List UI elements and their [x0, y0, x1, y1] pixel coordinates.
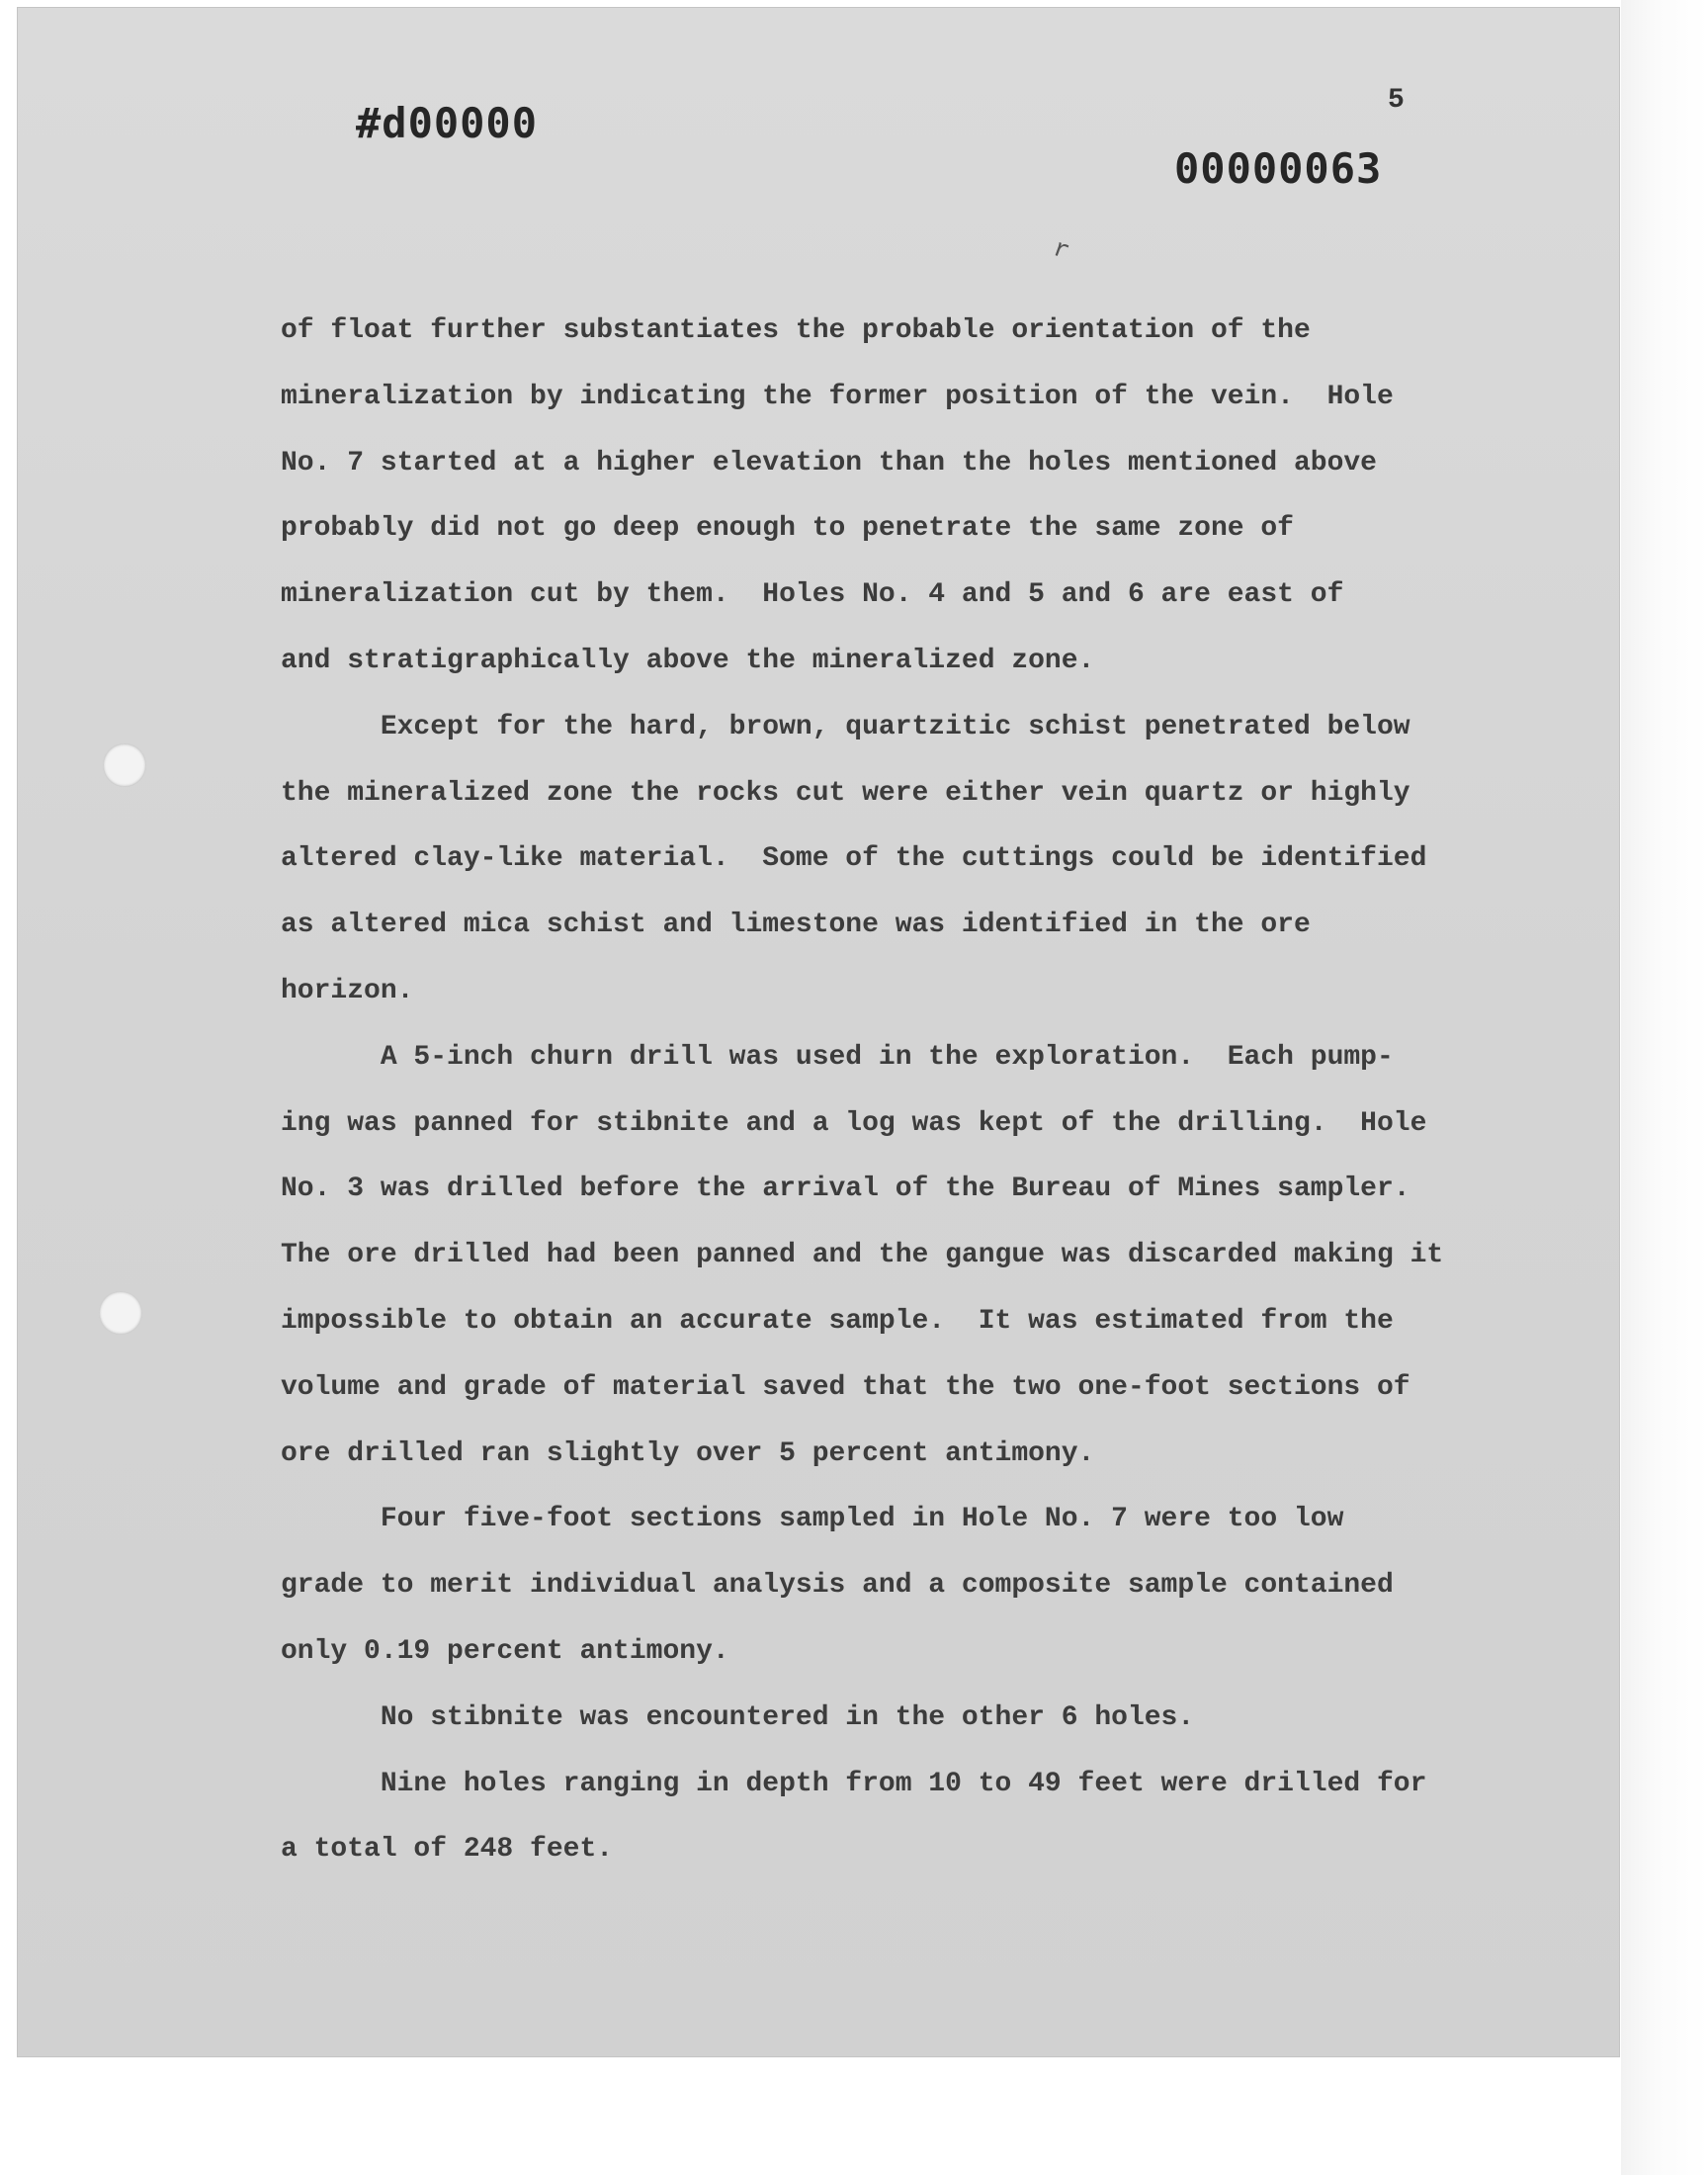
text-line: No. 3 was drilled before the arrival of the Bureau of Mines sampler.	[281, 1174, 1410, 1205]
text-line: A 5-inch churn drill was used in the exploration. Each pump-	[281, 1041, 1394, 1073]
page-number: 5	[1388, 85, 1405, 116]
text-line: volume and grade of material saved that the two one-foot sections of	[281, 1371, 1410, 1403]
text-line: probably did not go deep enough to penetrate the same zone of	[281, 513, 1294, 545]
body-text	[281, 299, 1447, 1883]
text-line: only 0.19 percent antimony.	[281, 1635, 729, 1667]
text-line: altered clay-like material. Some of the cuttings could be identified	[281, 843, 1427, 875]
text-line: a total of 248 feet.	[281, 1834, 614, 1866]
punch-hole-bottom	[99, 1291, 142, 1335]
punch-hole-top	[103, 743, 146, 787]
text-line: Except for the hard, brown, quartzitic schist penetrated below	[281, 711, 1410, 742]
text-line: of float further substantiates the probable orientation of the	[281, 315, 1311, 346]
text-line: and stratigraphically above the mineralized zone.	[281, 645, 1095, 676]
text-line: Nine holes ranging in depth from 10 to 49 feet were drilled for	[281, 1768, 1427, 1799]
text-line: horizon.	[281, 975, 414, 1006]
text-line: impossible to obtain an accurate sample. It was estimated from the	[281, 1305, 1394, 1337]
text-line: mineralization cut by them. Holes No. 4 and 5 and 6 are east of	[281, 579, 1344, 611]
text-line: grade to merit individual analysis and a composite sample contained	[281, 1570, 1394, 1602]
document-stamp-right: 00000063	[1174, 144, 1383, 193]
text-line: the mineralized zone the rocks cut were either vein quartz or highly	[281, 777, 1410, 809]
text-line: ore drilled ran slightly over 5 percent antimony.	[281, 1437, 1095, 1469]
scanner-edge	[1621, 0, 1708, 2175]
text-line: as altered mica schist and limestone was identified in the ore	[281, 910, 1311, 941]
text-line: mineralization by indicating the former position of the vein. Hole	[281, 381, 1394, 412]
margin-mark: r	[1049, 233, 1074, 267]
text-line: ing was panned for stibnite and a log was kept of the drilling. Hole	[281, 1107, 1427, 1139]
text-line: No stibnite was encountered in the other 6 holes.	[281, 1701, 1195, 1733]
text-line: No. 7 started at a higher elevation than the holes mentioned above	[281, 447, 1377, 478]
text-line: Four five-foot sections sampled in Hole No. 7 were too low	[281, 1504, 1344, 1535]
document-stamp-left: #d00000	[356, 99, 539, 147]
text-line: The ore drilled had been panned and the gangue was discarded making it	[281, 1240, 1444, 1271]
